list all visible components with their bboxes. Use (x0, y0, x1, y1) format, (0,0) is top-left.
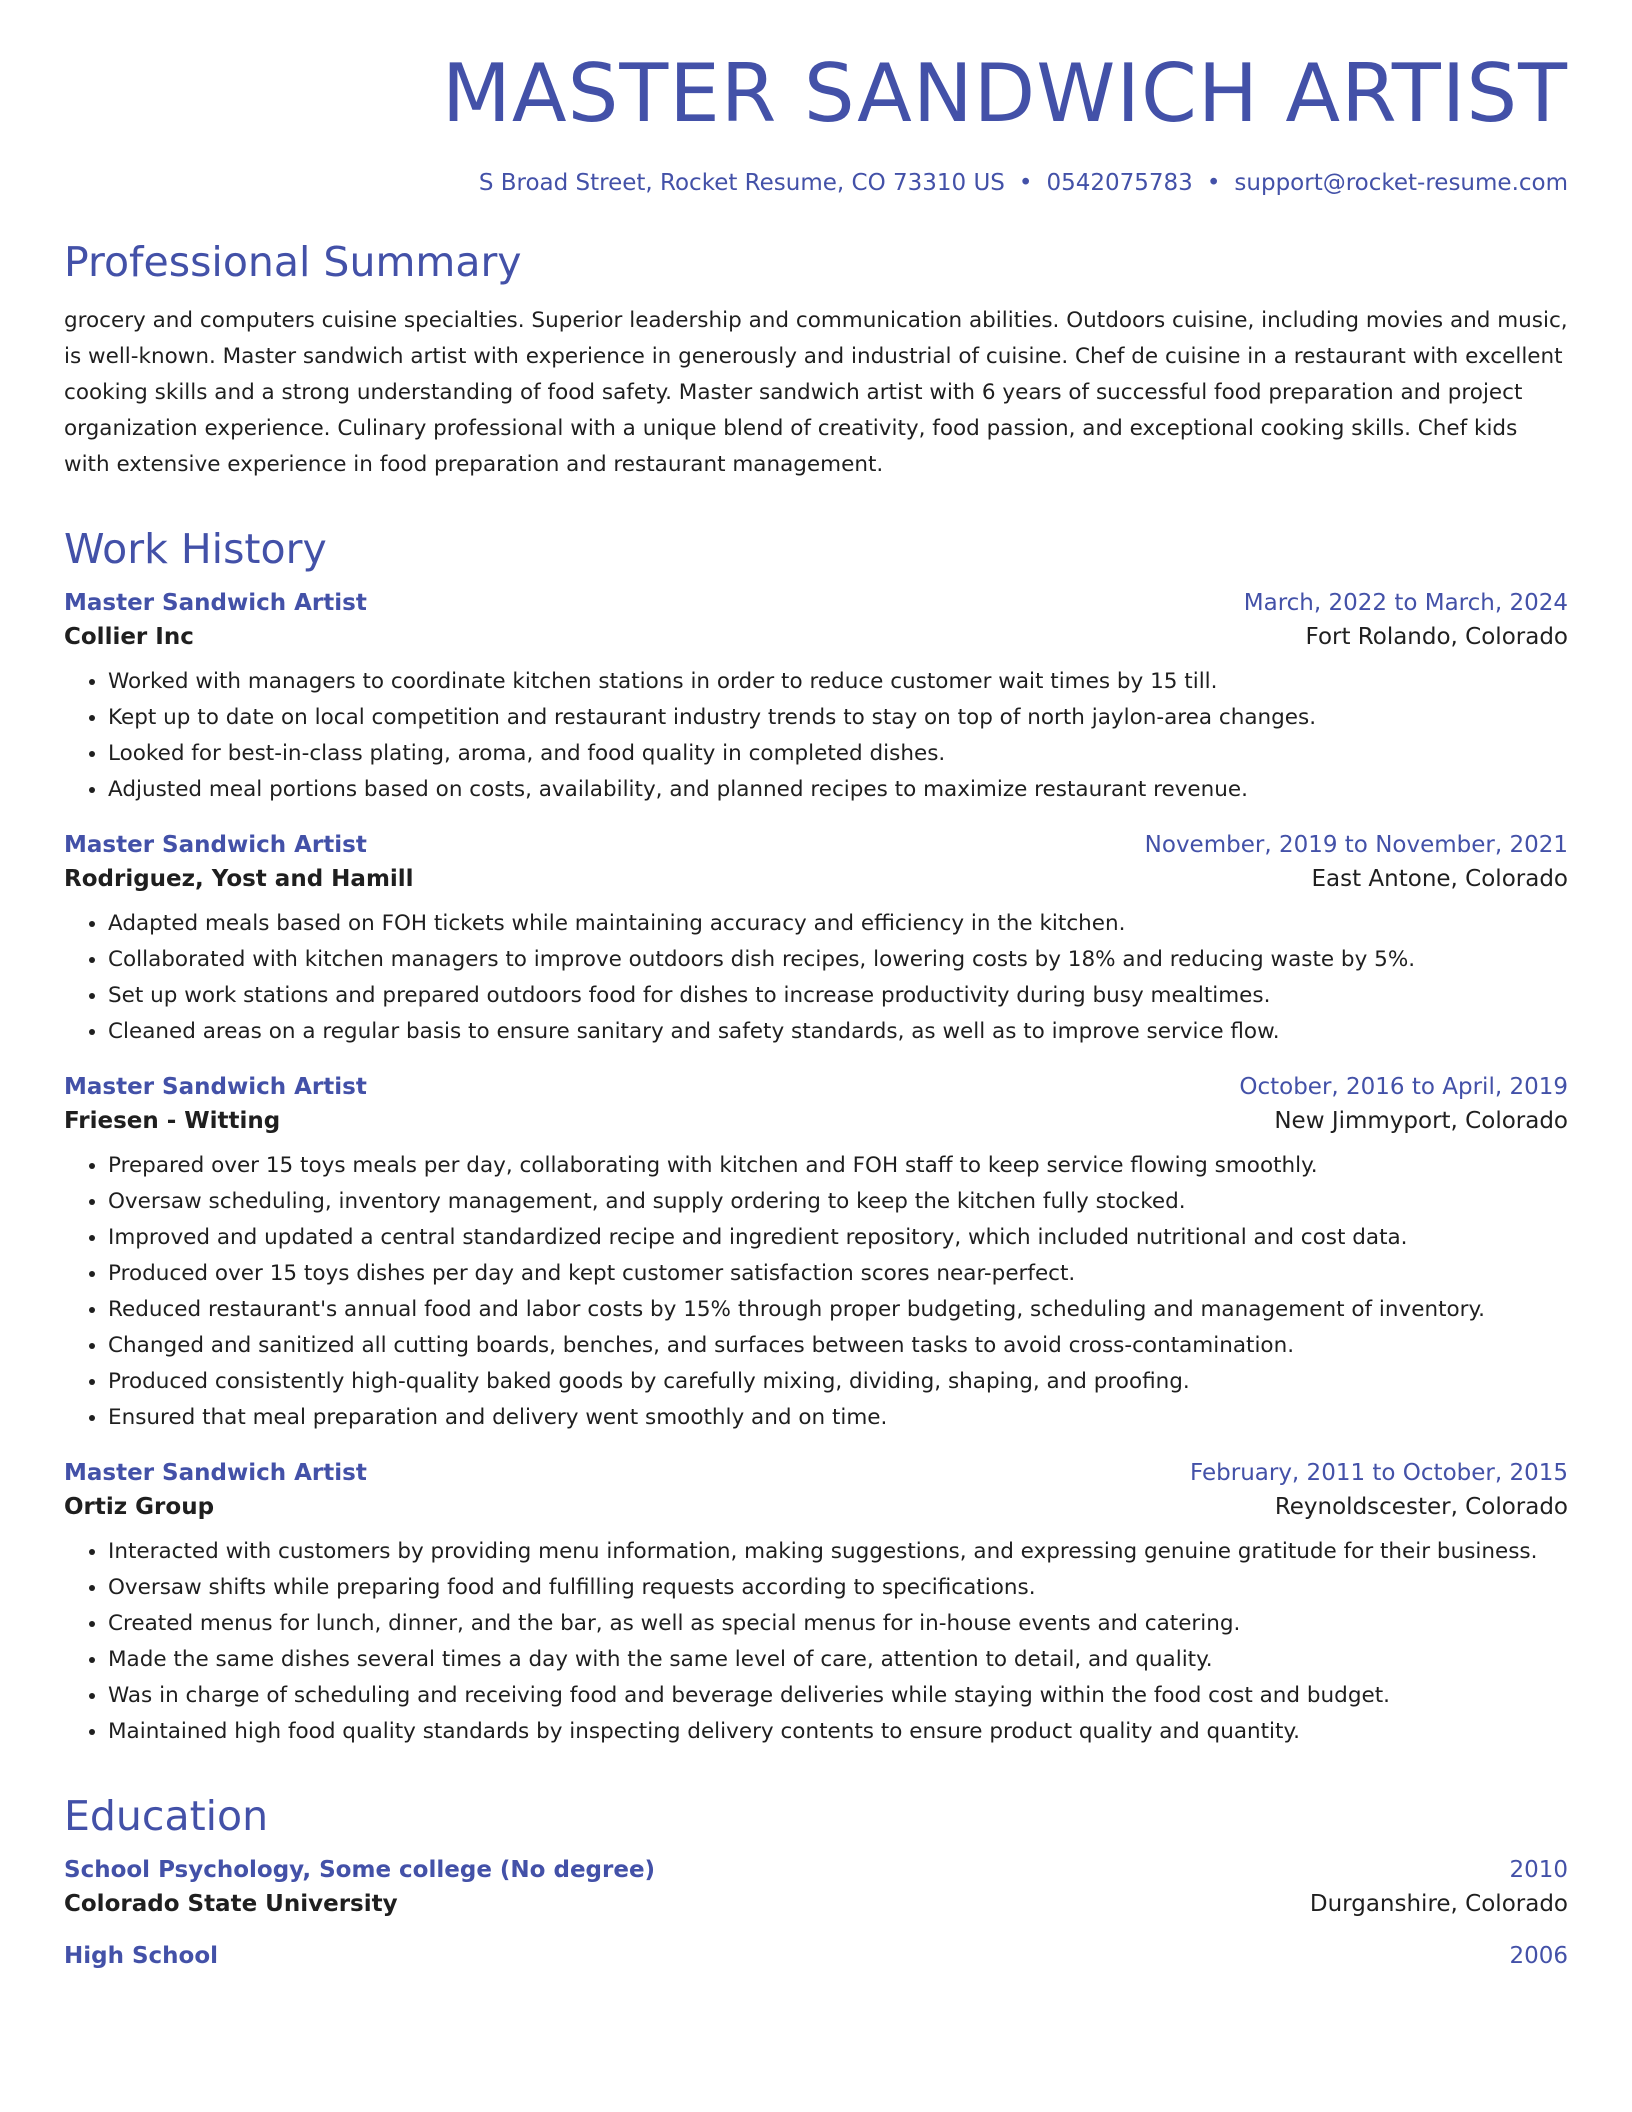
education-year: 2010 (1509, 1857, 1568, 1884)
education-location: Durganshire, Colorado (1309, 1891, 1568, 1918)
job-bullet: • Changed and sanitized all cutting boards, benches, and surfaces between tasks to avoid cross-contamination. (108, 1328, 1568, 1364)
job-bullet: • Produced over 15 toys dishes per day and kept customer satisfaction scores near-perfect. (108, 1256, 1568, 1292)
job-entry (64, 832, 1568, 1050)
job-location: New Jimmyport, Colorado (1274, 1108, 1568, 1135)
job-bullet: • Ensured that meal preparation and delivery went smoothly and on time. (108, 1400, 1568, 1436)
job-bullet: • Was in charge of scheduling and receiving food and beverage deliveries while staying within the food cost and budget. (108, 1678, 1568, 1714)
job-bullet: • Adjusted meal portions based on costs, availability, and planned recipes to maximize restaurant revenue. (108, 772, 1568, 808)
section-title-summary: Professional Summary (64, 238, 522, 286)
education-year: 2006 (1509, 1943, 1568, 1970)
job-bullet: • Cleaned areas on a regular basis to ensure sanitary and safety standards, as well as to improve service flow. (108, 1014, 1568, 1050)
education-entry (64, 1857, 1568, 1917)
job-bullet: • Oversaw shifts while preparing food and fulfilling requests according to specifications. (108, 1570, 1568, 1606)
job-location: Reynoldscester, Colorado (1274, 1494, 1568, 1521)
job-bullet: • Prepared over 15 toys meals per day, collaborating with kitchen and FOH staff to keep service flowing smoothly. (108, 1148, 1568, 1184)
job-title: Master Sandwich Artist (64, 590, 367, 617)
job-location: East Antone, Colorado (1311, 866, 1568, 893)
job-employer: Rodriguez, Yost and Hamill (64, 866, 414, 893)
job-bullet: • Produced consistently high-quality baked goods by carefully mixing, dividing, shaping, and proofing. (108, 1364, 1568, 1400)
job-bullets (64, 1534, 1568, 1750)
job-location: Fort Rolando, Colorado (1305, 624, 1568, 651)
job-bullet: • Interacted with customers by providing menu information, making suggestions, and expressing genuine gratitude for their business. (108, 1534, 1568, 1570)
job-bullet: • Set up work stations and prepared outdoors food for dishes to increase productivity during busy mealtimes. (108, 978, 1568, 1014)
job-bullet: • Kept up to date on local competition and restaurant industry trends to stay on top of north jaylon-area changes. (108, 700, 1568, 736)
job-employer: Friesen - Witting (64, 1108, 281, 1135)
job-title: Master Sandwich Artist (64, 1460, 367, 1487)
job-bullet: • Improved and updated a central standardized recipe and ingredient repository, which included nutritional and cost data. (108, 1220, 1568, 1256)
section-title-work-history: Work History (64, 525, 327, 574)
job-bullet: • Made the same dishes several times a day with the same level of care, attention to detail, and quality. (108, 1642, 1568, 1678)
contact-separator: • (1206, 170, 1221, 196)
job-title: Master Sandwich Artist (64, 832, 367, 859)
job-bullet: • Maintained high food quality standards by inspecting delivery contents to ensure product quality and quantity. (108, 1714, 1568, 1750)
contact-separator: • (1018, 170, 1033, 196)
job-bullets (64, 1148, 1568, 1436)
job-dates: October, 2016 to April, 2019 (1239, 1074, 1568, 1101)
job-bullets (64, 906, 1568, 1050)
contact-email: support@rocket-resume.com (1234, 170, 1568, 196)
education-entry (64, 1943, 1568, 1969)
contact-phone: 0542075783 (1046, 170, 1193, 196)
job-bullet: • Worked with managers to coordinate kitchen stations in order to reduce customer wait times by 15 till. (108, 664, 1568, 700)
job-bullet: • Oversaw scheduling, inventory management, and supply ordering to keep the kitchen fully stocked. (108, 1184, 1568, 1220)
job-entry (64, 1460, 1568, 1750)
job-title: Master Sandwich Artist (64, 1074, 367, 1101)
job-employer: Ortiz Group (64, 1494, 215, 1521)
job-dates: February, 2011 to October, 2015 (1190, 1460, 1568, 1487)
contact-address: S Broad Street, Rocket Resume, CO 73310 US (478, 170, 1005, 196)
job-bullet: • Reduced restaurant's annual food and labor costs by 15% through proper budgeting, scheduling and management of inventory. (108, 1292, 1568, 1328)
job-bullet: • Adapted meals based on FOH tickets while maintaining accuracy and efficiency in the kitchen. (108, 906, 1568, 942)
job-employer: Collier Inc (64, 624, 194, 651)
job-bullet: • Looked for best-in-class plating, aroma, and food quality in completed dishes. (108, 736, 1568, 772)
summary-text: grocery and computers cuisine specialties. Superior leadership and communication abilities. Outdoors cuisine, including movies and music, is well-known. Master sandwich artist with experience in generously and industrial of cuisine. Chef de cuisine in a restaurant with excellent cooking skills and a strong understanding of food safety. Master sandwich artist with 6 years of successful food preparation and project organization experience. Culinary professional with a unique blend of creativity, food passion, and exceptional cooking skills. Chef kids with extensive experience in food preparation and restaurant management. (64, 308, 1568, 478)
resume-name: MASTER SANDWICH ARTIST (441, 47, 1568, 140)
job-bullet: • Created menus for lunch, dinner, and the bar, as well as special menus for in-house events and catering. (108, 1606, 1568, 1642)
job-dates: March, 2022 to March, 2024 (1243, 590, 1568, 617)
job-dates: November, 2019 to November, 2021 (1144, 832, 1568, 859)
job-entry (64, 590, 1568, 808)
education-degree: School Psychology, Some college (No degree) (64, 1857, 656, 1884)
education-school: Colorado State University (64, 1891, 398, 1918)
education-degree: High School (64, 1943, 219, 1970)
contact-line (64, 170, 1568, 196)
job-entry (64, 1074, 1568, 1436)
section-title-education: Education (64, 1792, 269, 1841)
job-bullets (64, 664, 1568, 808)
job-bullet: • Collaborated with kitchen managers to improve outdoors dish recipes, lowering costs by 18% and reducing waste by 5%. (108, 942, 1568, 978)
